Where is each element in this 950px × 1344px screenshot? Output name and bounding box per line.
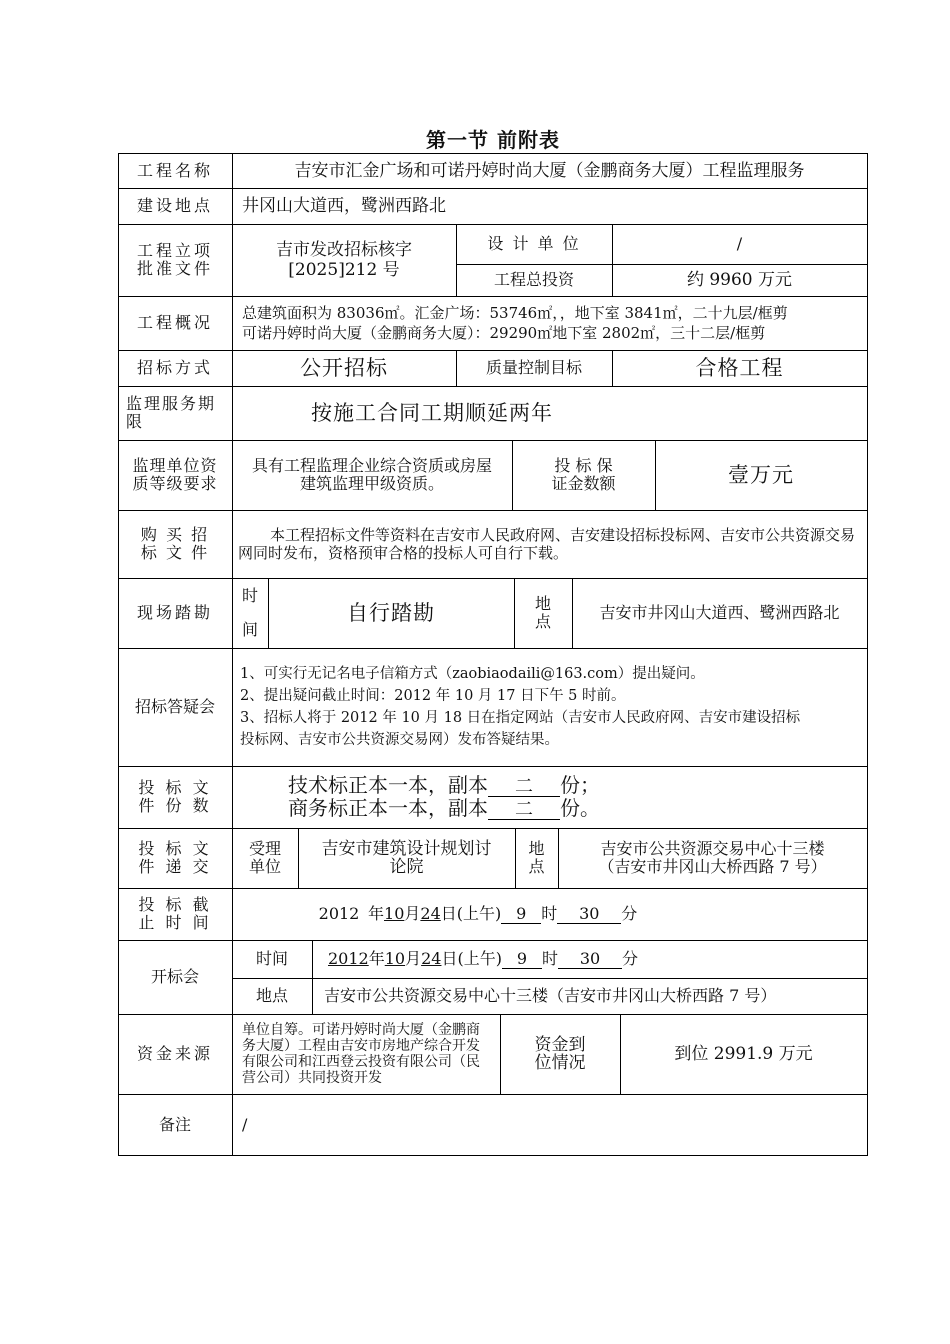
purchase-docs-value: 本工程招标文件等资料在吉安市人民政府网、吉安建设招标投标网、吉安市公共资源交易网同时发布，资格预审合格的投标人可自行下载。 [238, 526, 856, 562]
funding-label: 资金来源 [136, 1044, 213, 1063]
remarks-value: / [242, 1114, 248, 1134]
copies-label: 投 标 文 件 份 数 [138, 778, 212, 815]
design-unit-value: / [736, 234, 743, 253]
total-investment-value: 约 9960 万元 [686, 270, 793, 290]
funding-status-label: 资金到 位情况 [534, 1035, 586, 1073]
qualification-label: 监理单位资 质等级要求 [132, 456, 218, 493]
qa-item: 2、提出疑问截止时间：2012 年 10 月 17 日下午 5 时前。 [240, 688, 626, 704]
qa-item: 3、招标人将于 2012 年 10 月 18 日在指定网站（吉安市人民政府网、吉安市建设招标 [240, 710, 801, 726]
location-value: 井冈山大道西，鹭洲西路北 [242, 196, 446, 216]
site-visit-time-label: 时 间 [241, 586, 258, 639]
total-investment-label: 工程总投资 [493, 270, 574, 289]
bid-method-value: 公开招标 [300, 356, 388, 380]
site-visit-label: 现场踏勘 [136, 603, 213, 622]
overview-value [242, 296, 867, 350]
overview-line-2: 可诺丹婷时尚大厦（金鹏商务大厦）：29290㎡地下室 2802㎡，三十二层/框剪 [242, 324, 766, 342]
qa-meeting-label: 招标答疑会 [134, 697, 215, 716]
opening-time-value: 2012 年 10 月 24 日 (上午) 9 时 30 分 [328, 948, 639, 968]
biz-copies-line: 商务标正本一本，副本 二 份。 [288, 796, 600, 820]
design-unit-label: 设 计 单 位 [487, 234, 581, 253]
service-period-label: 监理服务期 限 [126, 394, 217, 431]
opening-place-label: 地点 [255, 986, 288, 1005]
bid-method-label: 招标方式 [136, 358, 213, 377]
qualification-value: 具有工程监理企业综合资质或房屋 建筑监理甲级资质。 [251, 456, 492, 493]
deadline-value: 2012 年 10 月 24 日 (上午) 9 时 30 分 [318, 903, 638, 923]
receiving-unit-value: 吉安市建筑设计规划讨 论院 [321, 839, 492, 877]
copies-value [288, 766, 867, 828]
qa-item: 投标网、吉安市公共资源交易网）发布答疑结果。 [240, 732, 559, 748]
submission-place-label: 地 点 [528, 839, 545, 876]
opening-time-label: 时间 [255, 949, 288, 968]
bid-deposit-value: 壹万元 [728, 463, 794, 487]
receiving-unit-label: 受理 单位 [248, 839, 281, 876]
site-visit-time-value: 自行踏勘 [347, 601, 435, 625]
overview-line-1: 总建筑面积为 83036㎡。汇金广场：53746㎡，，地下室 3841㎡，二十九层/框剪 [242, 304, 788, 322]
opening-label: 开标会 [150, 967, 199, 986]
funding-value: 单位自筹。可诺丹婷时尚大厦（金鹏商 务大厦）工程由吉安市房地产综合开发 有限公司和江西登云投资有限公司（民 营公司）共同投资开发 [242, 1022, 480, 1086]
location-label: 建设地点 [136, 196, 213, 215]
submission-label: 投 标 文 件 递 交 [138, 839, 212, 876]
bid-deposit-label: 投 标 保 证金数额 [551, 456, 616, 493]
quality-target-label: 质量控制目标 [485, 358, 582, 377]
funding-status-value: 到位 2991.9 万元 [674, 1044, 813, 1064]
submission-place-value: 吉安市公共资源交易中心十三楼 （吉安市井冈山大桥西路 7 号） [598, 839, 827, 876]
page-title: 第一节 前附表 [426, 128, 560, 152]
project-name-label: 工程名称 [136, 160, 213, 180]
project-name-value: 吉安市汇金广场和可诺丹婷时尚大厦（金鹏商务大厦）工程监理服务 [294, 160, 805, 181]
deadline-label: 投 标 截 止 时 间 [138, 895, 212, 932]
qa-item: 1、可实行无记名电子信箱方式（zaobiaodaili@163.com）提出疑问。 [240, 666, 705, 682]
tech-copies-line: 技术标正本一本，副本 二 份； [288, 773, 600, 797]
service-period-value: 按施工合同工期顺延两年 [311, 401, 553, 425]
approval-label: 工程立项 批准文件 [136, 241, 213, 278]
remarks-label: 备注 [158, 1114, 191, 1134]
opening-place-value: 吉安市公共资源交易中心十三楼（吉安市井冈山大桥西路 7 号） [324, 986, 777, 1005]
approval-value: 吉市发改招标核字 [2025]212 号 [276, 240, 412, 280]
site-visit-place-value: 吉安市井冈山大道西、鹭洲西路北 [599, 603, 840, 622]
purchase-docs-label: 购 买 招 标 文 件 [140, 525, 210, 562]
quality-target-value: 合格工程 [695, 356, 784, 380]
site-visit-place-label: 地 点 [534, 594, 551, 631]
qa-meeting-content [240, 648, 865, 766]
overview-label: 工程概况 [136, 313, 213, 332]
